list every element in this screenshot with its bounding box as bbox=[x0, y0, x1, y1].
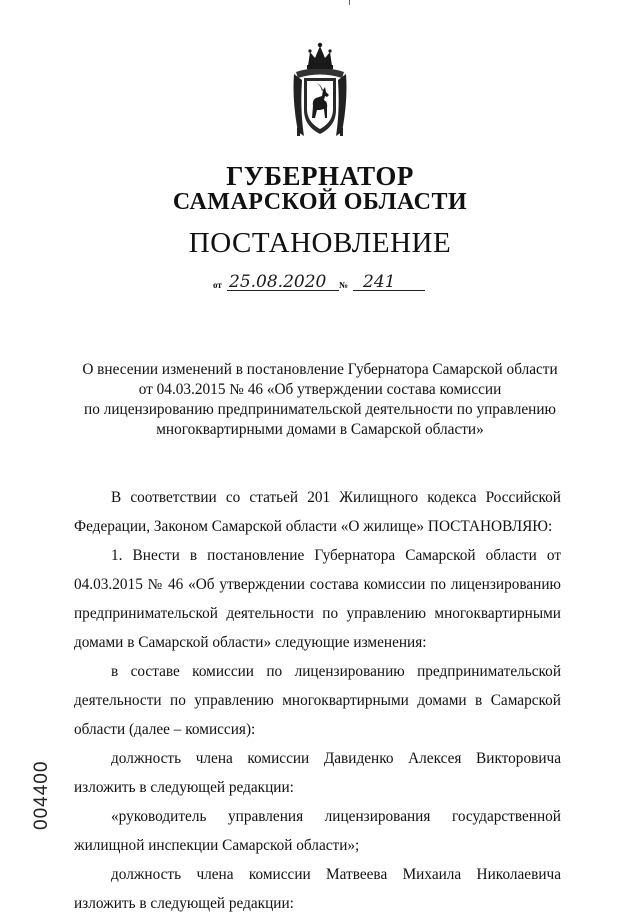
body-paragraph: должность члена комиссии Давиденко Алексея Викторовича изложить в следующей редакции: bbox=[74, 750, 561, 796]
document-body bbox=[74, 483, 561, 918]
date-value: 25.08.2020 bbox=[229, 272, 327, 292]
date-number-line bbox=[213, 272, 433, 294]
document-type-title: ПОСТАНОВЛЕНИЕ bbox=[188, 227, 452, 259]
body-paragraph: В соответствии со статьей 201 Жилищного кодекса Российской Федерации, Законом Самарской области «О жилище» ПОСТАНОВЛЯЮ: bbox=[74, 489, 561, 535]
body-paragraph: 1. Внести в постановление Губернатора Самарской области от 04.03.2015 № 46 «Об утверждении состава комиссии по лицензированию предпринимательской деятельности по управлению многоквартирными домами в Самарской области» следующие изменения: bbox=[74, 547, 561, 651]
body-paragraph: в составе комиссии по лицензированию предпринимательской деятельности по управлению многоквартирными домами в Самарской области (далее – комиссия): bbox=[74, 663, 561, 738]
date-prefix: от bbox=[213, 280, 222, 290]
subject-line: по лицензированию предпринимательской деятельности по управлению bbox=[84, 401, 556, 418]
body-paragraph: должность члена комиссии Матвеева Михаила Николаевича изложить в следующей редакции: bbox=[74, 866, 561, 912]
number-value: 241 bbox=[363, 272, 396, 292]
subject-line: многоквартирными домами в Самарской области» bbox=[156, 421, 484, 438]
number-prefix: № bbox=[339, 280, 349, 290]
document-subject bbox=[60, 360, 580, 440]
scan-mark bbox=[349, 0, 350, 5]
side-document-code: 004400 bbox=[31, 760, 52, 830]
authority-region: САМАРСКОЙ ОБЛАСТИ bbox=[172, 189, 468, 215]
body-paragraph: «руководитель управления лицензирования государственной жилищной инспекции Самарской области»; bbox=[74, 808, 561, 854]
coat-of-arms-emblem bbox=[290, 40, 350, 140]
subject-line: О внесении изменений в постановление Губернатора Самарской области bbox=[82, 361, 558, 378]
authority-title: ГУБЕРНАТОР bbox=[226, 161, 414, 191]
subject-line: от 04.03.2015 № 46 «Об утверждении состава комиссии bbox=[138, 381, 502, 398]
